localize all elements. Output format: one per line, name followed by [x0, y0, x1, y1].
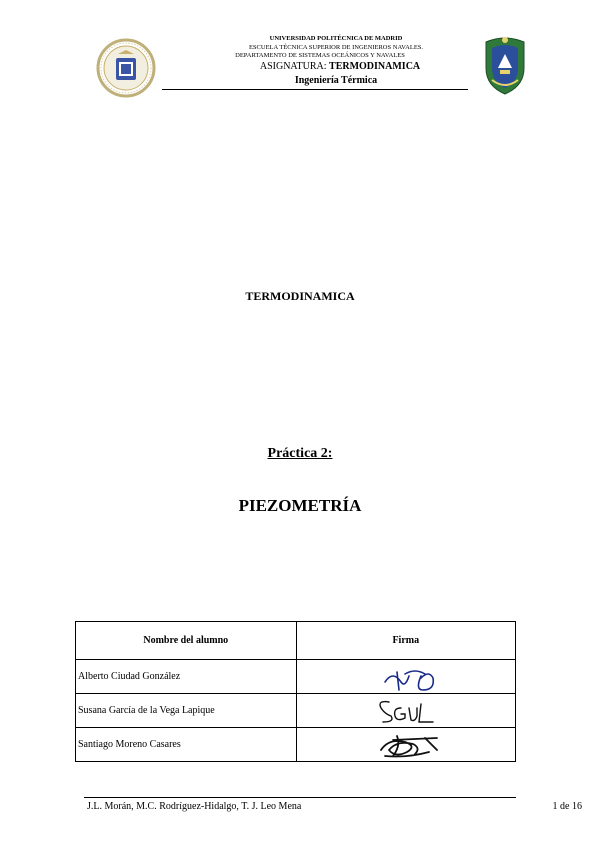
table-row: [76, 660, 516, 694]
student-name: Santiago Moreno Casares: [76, 728, 297, 762]
student-signature-cell: [296, 694, 515, 728]
table-header-row: [76, 622, 516, 660]
practice-topic: PIEZOMETRÍA: [238, 496, 362, 515]
students-table: [75, 621, 516, 762]
footer-authors: J.L. Morán, M.C. Rodríguez-Hidalgo, T. J. Leo Mena: [87, 801, 302, 812]
school-name: ESCUELA TÉCNICA SUPERIOR DE INGENIEROS NAVALES.: [248, 44, 424, 51]
subject-title: TERMODINAMICA: [245, 289, 355, 303]
column-header-signature: Firma: [296, 622, 515, 660]
footer-divider: [84, 797, 516, 798]
course-name: TERMODINAMICA: [329, 61, 421, 72]
handwritten-signature-2: [297, 694, 517, 730]
table-row: [76, 728, 516, 762]
student-signature-cell: [296, 660, 515, 694]
course-prefix: ASIGNATURA:: [259, 61, 330, 72]
student-signature-cell: [296, 728, 515, 762]
department-name: DEPARTAMENTO DE SISTEMAS OCEÁNICOS Y NAVALES: [235, 52, 405, 59]
student-name: Alberto Ciudad González: [76, 660, 297, 694]
course-area: Ingeniería Térmica: [294, 75, 378, 86]
footer-page-number: 1 de 16: [552, 801, 582, 812]
table-row: [76, 694, 516, 728]
student-name: Susana García de la Vega Lapique: [76, 694, 297, 728]
handwritten-signature-3: [297, 728, 517, 764]
university-name: UNIVERSIDAD POLITÉCNICA DE MADRID: [269, 35, 403, 42]
header-divider: [162, 89, 468, 90]
course-line: [40, 62, 600, 72]
column-header-name: Nombre del alumno: [76, 622, 297, 660]
practice-title: Práctica 2:: [267, 446, 333, 461]
